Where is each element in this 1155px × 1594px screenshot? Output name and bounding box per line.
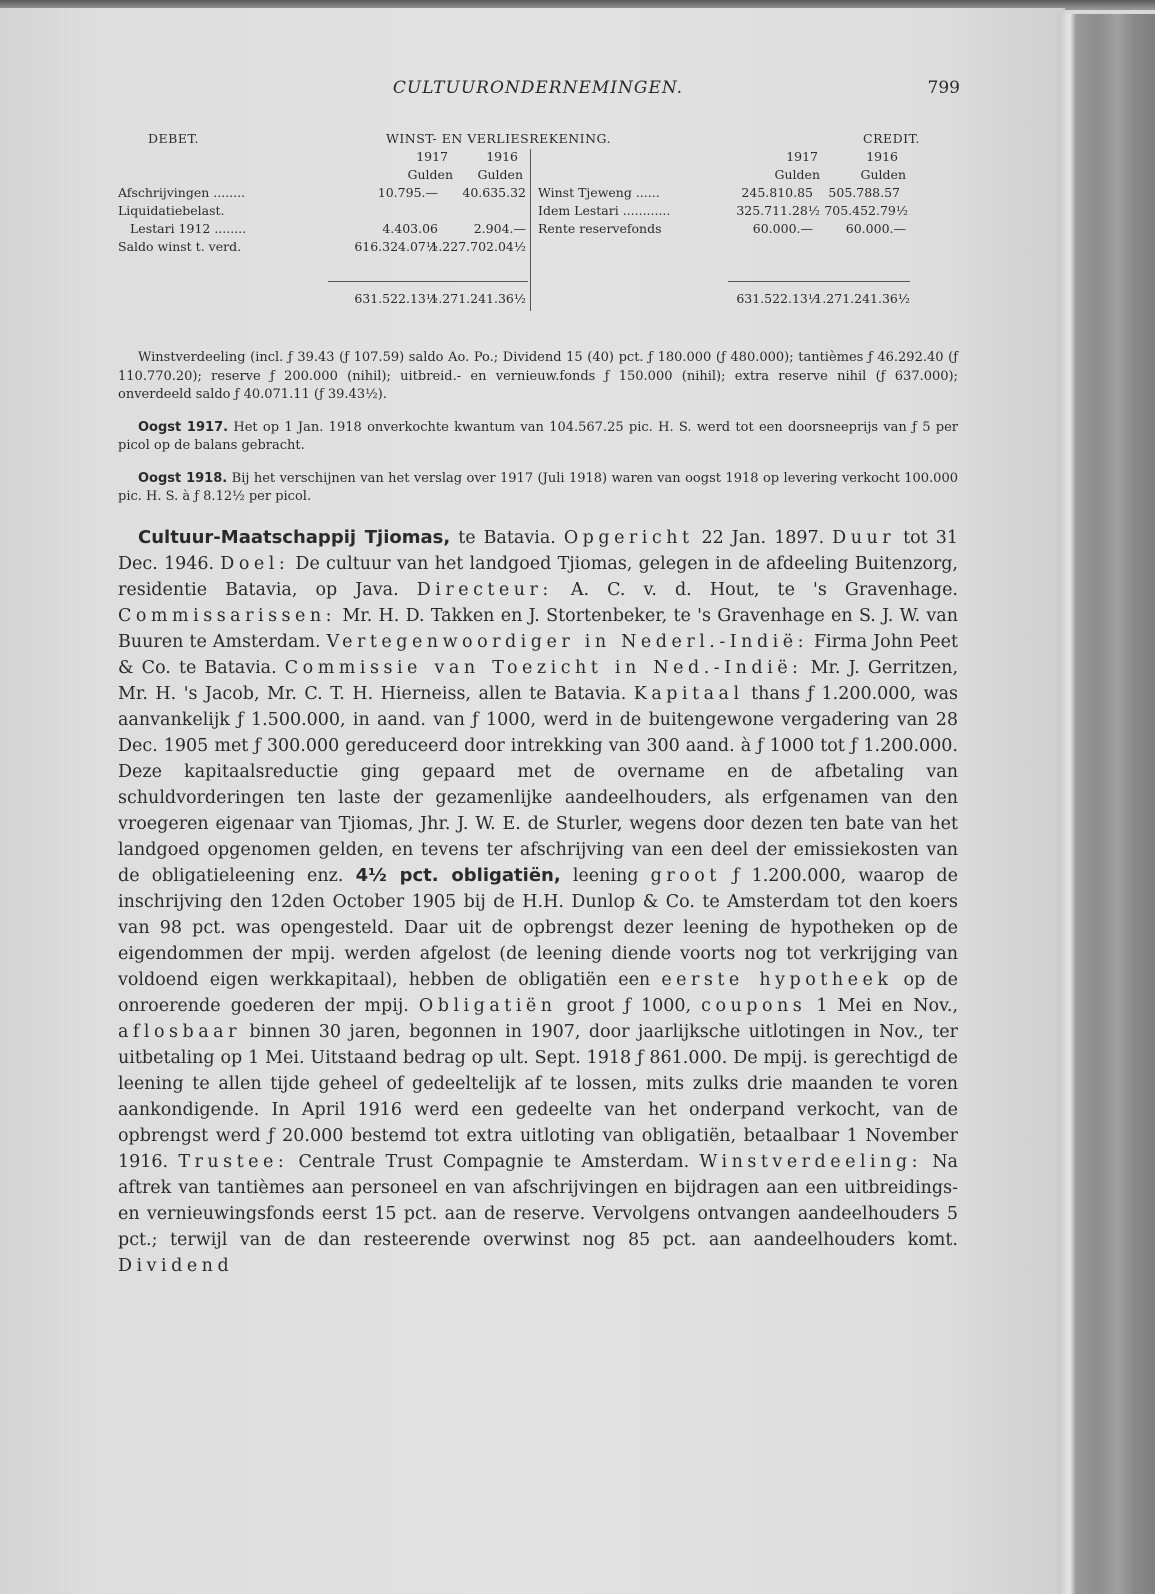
entry-text: binnen 30 jaren, begonnen in 1907, door jaarlijksche uitlotingen in Nov., ter uitbetaling op 1 Mei. Uitstaand bedrag op ult. Sept. 1918 ƒ 861.000. De mpij. is gerechtigd de leening te allen tijde geheel of gedeeltelijk af te lossen, mits zulks drie maanden te voren aankondigende. In April 1916 werd een gedeelte van het onderpand verkocht, van de opbrengst werd ƒ 20.000 bestemd tot extra uitloting van obligatiën, betaalbaar 1 November 1916.: [118, 1021, 958, 1172]
keyword-commissie: Commissie van Toezicht in Ned.-Indië:: [284, 657, 803, 678]
debet-row-1917: 4.403.06: [382, 221, 438, 236]
entry-text: thans ƒ 1.200.000, was aanvankelijk ƒ 1.500.000, in aand. van ƒ 1000, werd in de buitengewone vergadering van 28 Dec. 1905 met ƒ 300.000 gereduceerd door intrekking van 300 aand. à ƒ 1000 tot ƒ 1.200.000. Deze kapitaalsreductie ging gepaard met de overname en de afbetaling van schuldvorderingen ten laste der gezamenlijke aandeelhouders, als erfgenamen van den vroegeren eigenaar van Tjiomas, Jhr. J. W. E. de Sturler, wegens door dezen ten bate van het landgoed opgenomen gelden, en tevens ter afschrijving van een deel der emissiekosten van de obligatieleening enz.: [118, 683, 958, 886]
company-name: Cultuur-Maatschappij Tjiomas,: [138, 526, 451, 548]
keyword-directeur: Directeur:: [416, 579, 553, 600]
keyword-kapitaal: Kapitaal: [633, 683, 744, 704]
keyword-groot: groot: [650, 865, 721, 886]
oogst-1918-label: Oogst 1918.: [138, 470, 228, 486]
entry-text: De cultuur van het landgoed Tjiomas, gelegen in de afdeeling Buitenzorg, residentie Batavia, op Java.: [118, 553, 958, 600]
notes-section: [118, 349, 958, 507]
credit-row-1917: 60.000.—: [752, 221, 813, 236]
keyword-vertegenwoordiger: Vertegenwoordiger in Nederl.-Indië:: [326, 631, 808, 652]
account-title: WINST- EN VERLIESREKENING.: [386, 131, 612, 146]
debet-total-1917: 631.522.13½: [354, 291, 438, 306]
debet-row-label: Liquidatiebelast.: [118, 203, 225, 218]
keyword-winstverdeeling: Winstverdeeling:: [699, 1151, 923, 1172]
account-center-divider: [530, 149, 531, 311]
entry-text: groot ƒ 1000,: [556, 995, 702, 1016]
entry-text: Na aftrek van tantièmes aan personeel en van afschrijvingen en bijdragen aan een uitbreidings- en vernieuwingsfonds eerst 15 pct. aan de reserve. Vervolgens ontvangen aandeelhouders 5 pct.; terwijl van de dan resteerende overwinst nog 85 pct. aan aandeelhouders komt.: [118, 1151, 958, 1250]
debet-total-rule: [328, 281, 528, 282]
credit-total-rule: [728, 281, 910, 282]
entry-text: 22 Jan. 1897.: [693, 527, 833, 548]
debet-label: DEBET.: [148, 131, 199, 146]
debet-row-label: Lestari 1912 ........: [130, 221, 247, 236]
entry-text: Centrale Trust Compagnie te Amsterdam.: [288, 1151, 700, 1172]
debet-year-1916: 1916: [486, 149, 518, 164]
credit-row-label: Winst Tjeweng ......: [538, 185, 660, 200]
keyword-coupons: coupons: [701, 995, 807, 1016]
debet-row-1917: 10.795.—: [377, 185, 438, 200]
obligatien-heading: 4½ pct. obligatiën,: [355, 864, 561, 886]
page-content: [118, 78, 958, 1279]
entry-text: Mr. H. D. Takken en J. Stortenbeker, te 's Gravenhage en S. J. W. van Buuren te Amsterdam.: [118, 605, 958, 652]
entry-text: ƒ 1.200.000, waarop de inschrijving den 12den October 1905 bij de H.H. Dunlop & Co. te Amsterdam tot den koers van 98 pct. was opengesteld. Daar uit de opbrengst dezer leening de hypotheken op de eigendommen der mpij. werden afgelost (de leening diende voorts nog tot verkrijging van voldoend eigen werkkapitaal), hebben de obligatiën een: [118, 865, 958, 990]
oogst-1917-text: Het op 1 Jan. 1918 onverkochte kwantum van 104.567.25 pic. H. S. werd tot een doorsneeprijs van ƒ 5 per picol op de balans gebracht.: [118, 419, 959, 453]
credit-currency-1917: Gulden: [774, 167, 820, 182]
running-head: [118, 78, 958, 108]
keyword-doel: Doel:: [220, 553, 290, 574]
debet-row-1916: 40.635.32: [462, 185, 526, 200]
running-head-title: CULTUURONDERNEMINGEN.: [392, 78, 684, 98]
debet-row-label: Afschrijvingen ........: [118, 185, 246, 200]
credit-row-1917: 325.711.28½: [736, 203, 820, 218]
entry-text: Firma John Peet & Co. te Batavia.: [118, 631, 958, 678]
debet-row-1916: 2.904.—: [473, 221, 526, 236]
entry-text: Mr. J. Gerritzen, Mr. H. 's Jacob, Mr. C. T. H. Hierneiss, allen te Batavia.: [118, 657, 959, 704]
oogst-1917-note: [118, 419, 958, 456]
debet-row-1916: 1.227.702.04½: [430, 239, 526, 254]
entry-text: te Batavia.: [450, 527, 564, 548]
keyword-duur: Duur: [832, 527, 896, 548]
debet-row-1917: 616.324.07½: [354, 239, 438, 254]
entry-text: op de onroerende goederen der mpij.: [118, 969, 958, 1016]
credit-row-1916: 60.000.—: [845, 221, 906, 236]
credit-row-1916: 505.788.57: [828, 185, 900, 200]
credit-row-label: Idem Lestari ............: [538, 203, 671, 218]
keyword-eerste-hypotheek: eerste hypotheek: [661, 969, 893, 990]
keyword-aflosbaar: aflosbaar: [118, 1021, 241, 1042]
credit-year-1916: 1916: [866, 149, 898, 164]
entry-text: 1 Mei en Nov.,: [806, 995, 959, 1016]
winstverdeeling-note: Winstverdeeling (incl. ƒ 39.43 (ƒ 107.59) saldo Ao. Po.; Dividend 15 (40) pct. ƒ 180.000 (ƒ 480.000); tantièmes ƒ 46.292.40 (ƒ 110.770.20); reserve ƒ 200.000 (nihil); uitbreid.- en vernieuw.fonds ƒ 150.000 (nihil); extra reserve nihil (ƒ 637.000); onverdeeld saldo ƒ 40.071.11 (ƒ 39.43½).: [118, 350, 958, 402]
keyword-dividend: Dividend: [118, 1255, 234, 1276]
keyword-commissarissen: Commissarissen:: [118, 605, 337, 626]
credit-label: CREDIT.: [863, 131, 921, 146]
credit-currency-1916: Gulden: [860, 167, 906, 182]
credit-row-1917: 245.810.85: [741, 185, 813, 200]
oogst-1918-text: Bij het verschijnen van het verslag over 1917 (Juli 1918) waren van oogst 1918 op levering verkocht 100.000 pic. H. S. à ƒ 8.12½ per picol.: [118, 470, 958, 504]
keyword-trustee: Trustee:: [178, 1151, 289, 1172]
debet-row-label: Saldo winst t. verd.: [118, 239, 242, 254]
entry-text: A. C. v. d. Hout, te 's Gravenhage.: [552, 579, 958, 600]
entry-text: tot 31 Dec. 1946.: [118, 527, 958, 574]
debet-currency-1916: Gulden: [477, 167, 523, 182]
credit-row-label: Rente reservefonds: [538, 221, 662, 236]
credit-total-1916: 1.271.241.36½: [814, 291, 910, 306]
credit-year-1917: 1917: [786, 149, 818, 164]
oogst-1917-label: Oogst 1917.: [138, 419, 229, 435]
page-number: 799: [927, 78, 960, 98]
entry-text: leening: [560, 865, 651, 886]
credit-row-1916: 705.452.79½: [824, 203, 908, 218]
debet-currency-1917: Gulden: [407, 167, 453, 182]
oogst-1918-note: [118, 470, 958, 507]
company-entry-tjiomas: [118, 525, 958, 1279]
keyword-obligatien: Obligatiën: [418, 995, 557, 1016]
debet-year-1917: 1917: [416, 149, 448, 164]
book-spine-edge: [1058, 14, 1155, 1594]
keyword-opgericht: Opgericht: [563, 527, 694, 548]
debet-total-1916: 1.271.241.36½: [430, 291, 526, 306]
profit-loss-account: [118, 131, 958, 361]
credit-total-1917: 631.522.13½: [736, 291, 820, 306]
